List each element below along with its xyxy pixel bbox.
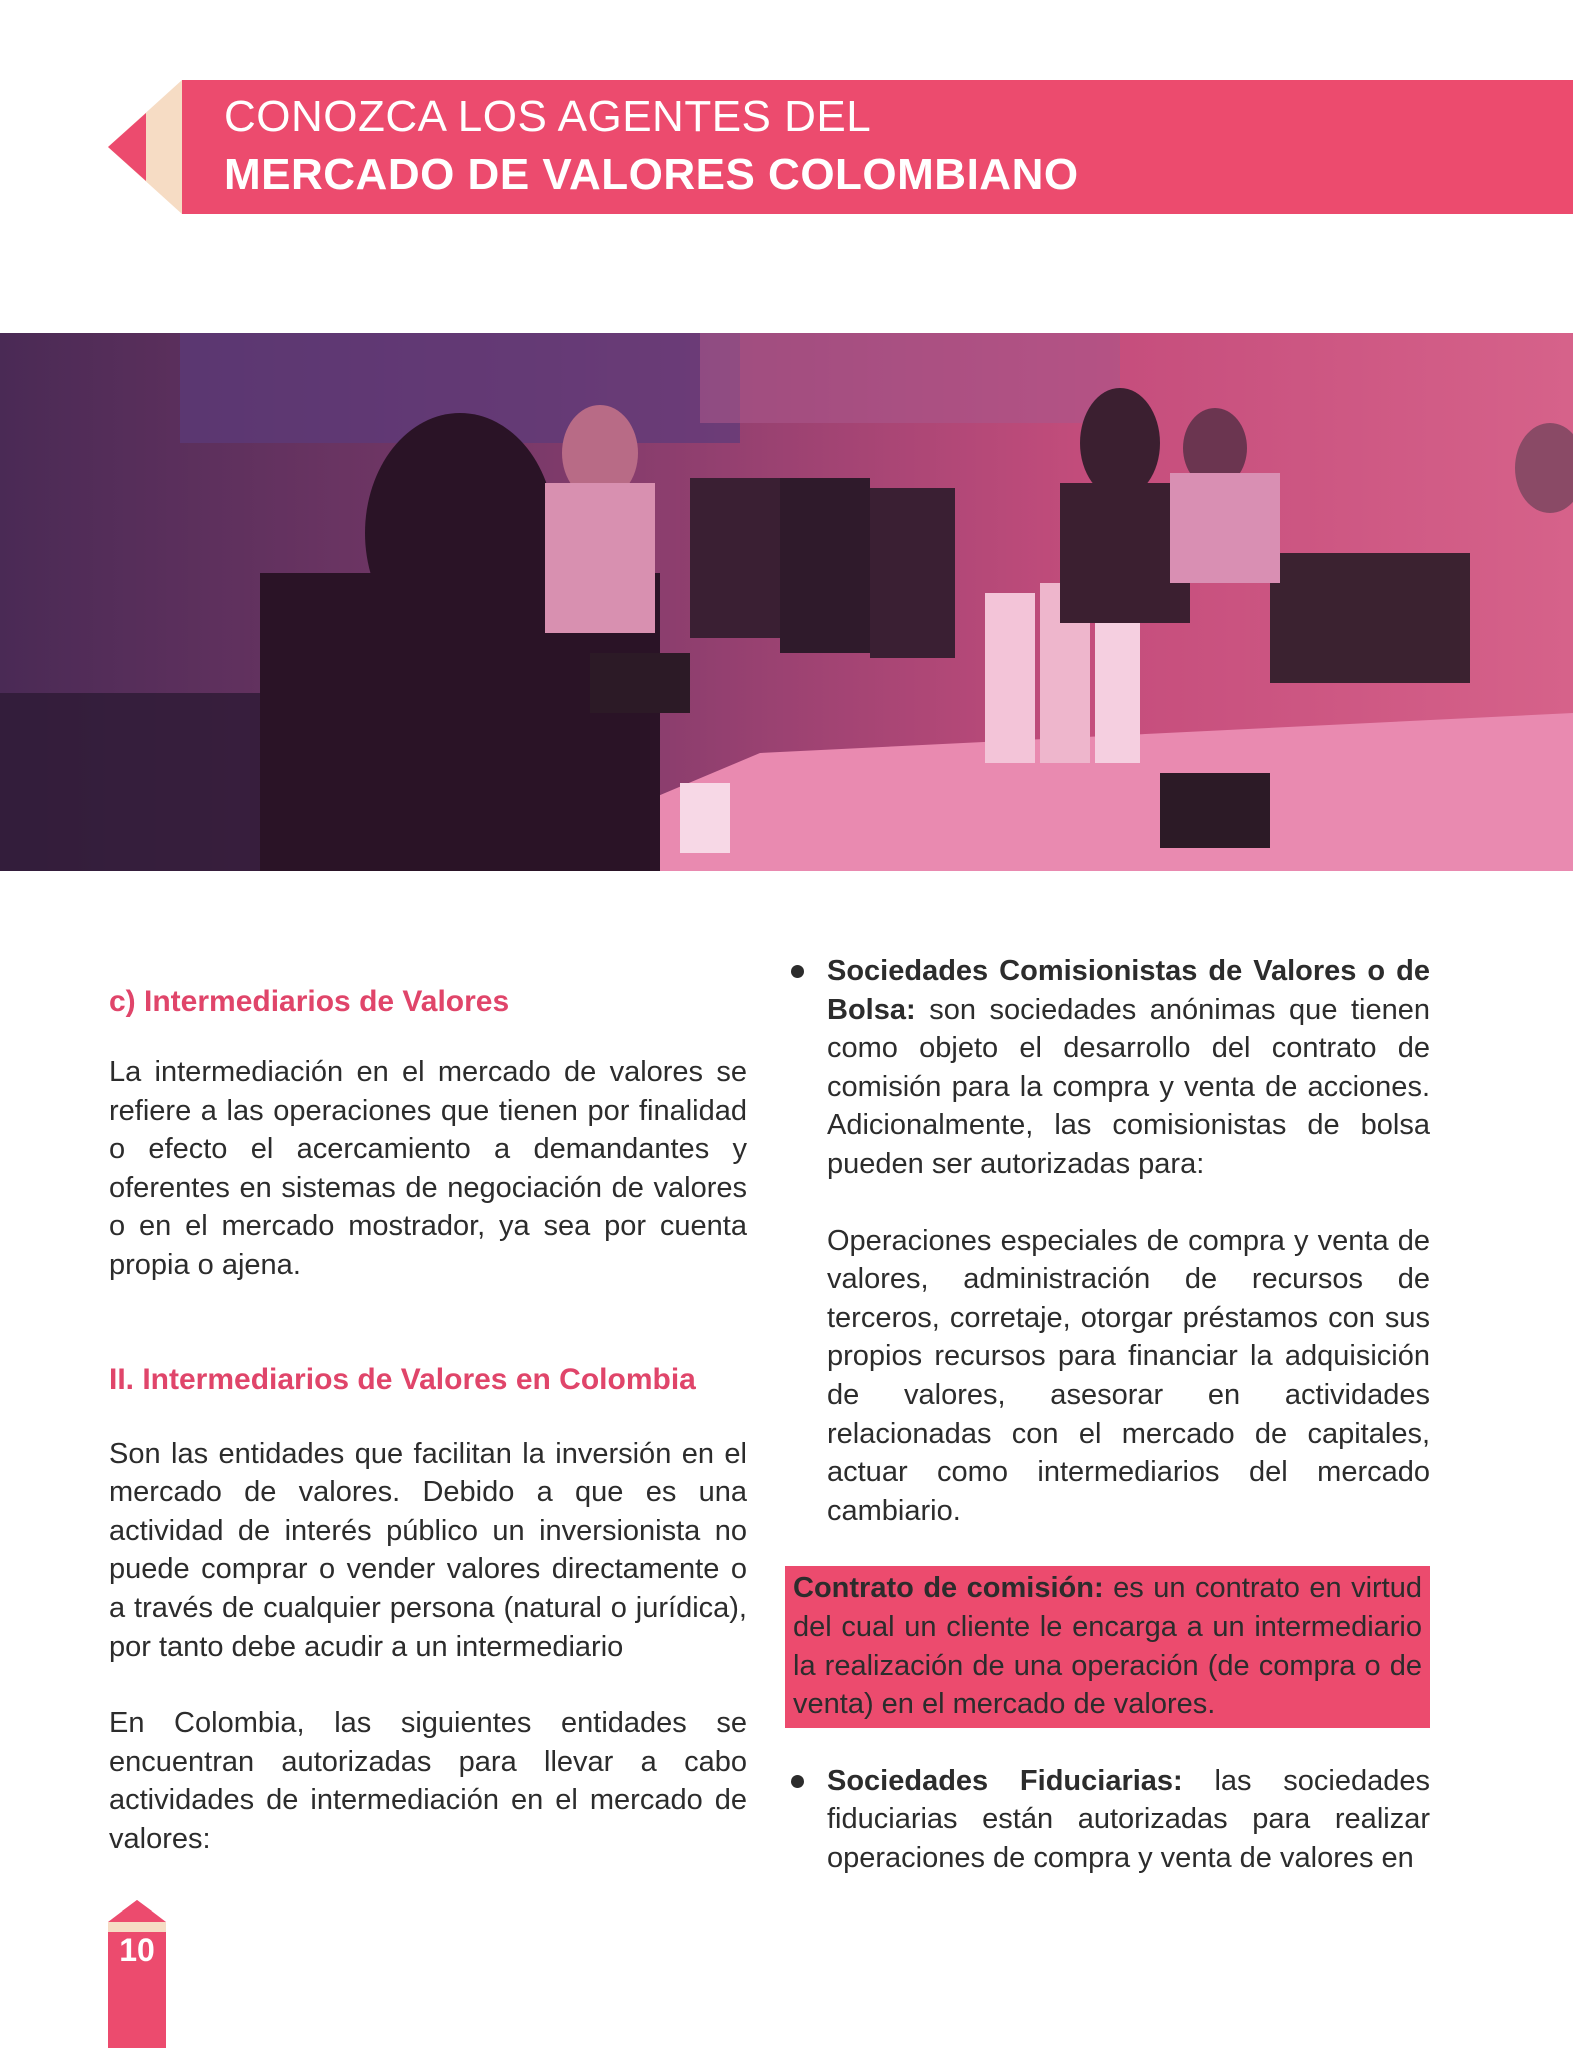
page-tab-pencil-icon (108, 1900, 166, 2048)
header-title-line2: MERCADO DE VALORES COLOMBIANO (224, 150, 1079, 199)
bullet-icon (791, 1775, 804, 1788)
bullet-comisionistas-extra: Operaciones especiales de compra y venta de valores, administración de recursos de terceros, corretaje, otorgar préstamos con sus propios recursos para financiar la adquisición de valores, asesorar en actividades relacionadas con el mercado de capitales, actuar como intermediarios del mercado cambiario. (827, 1224, 1430, 1527)
bullet-fiduciarias (785, 1762, 1430, 1878)
bullet-comisionistas-title: Sociedades Comisionistas de Valores o de Bolsa: (827, 955, 1430, 1026)
pencil-icon (108, 80, 188, 214)
section-heading-colombia: II. Intermediarios de Valores en Colombia (109, 1362, 696, 1396)
header-title-line1: CONOZCA LOS AGENTES DEL (224, 92, 872, 141)
highlight-title: Contrato de comisión: (793, 1572, 1104, 1605)
office-photo (0, 333, 1573, 871)
highlight-contrato-comision (785, 1566, 1430, 1727)
paragraph-autorizadas: En Colombia, las siguientes entidades se encuentran autorizadas para llevar a cabo actividades de intermediación en el mercado de valores: (109, 1707, 747, 1855)
paragraph-entidades: Son las entidades que facilitan la inversión en el mercado de valores. Debido a que es una actividad de interés público un inversionista no puede comprar o vender valores directamente o a través de cualquier persona (natural o jurídica), por tanto debe acudir a un intermediario (109, 1437, 747, 1663)
bullet-fiduciarias-title: Sociedades Fiduciarias: (827, 1764, 1183, 1797)
left-column (109, 985, 747, 1859)
bullet-icon (791, 965, 804, 978)
right-column (785, 952, 1430, 1877)
paragraph-intermediacion: La intermediación en el mercado de valores se refiere a las operaciones que tienen por finalidad o efecto el acercamiento a demandantes y oferentes en sistemas de negociación de valores o en el mercado mostrador, ya sea por cuenta propia o ajena. (109, 1056, 747, 1281)
bullet-comisionistas-body: son sociedades anónimas que tienen como objeto el desarrollo del contrato de comisión para la compra y venta de acciones. Adicionalmente, las comisionistas de bolsa pueden ser autorizadas para: (827, 993, 1431, 1180)
bullet-comisionistas (785, 952, 1430, 1530)
bullet-fiduciarias-text (827, 1762, 1430, 1878)
bullet-fiduciarias-body: las sociedades fiduciarias están autorizadas para realizar operaciones de compra y venta de valores en (827, 1764, 1431, 1874)
bullet-comisionistas-text (827, 952, 1430, 1184)
page-number: 10 (119, 1932, 155, 1968)
highlight-body: es un contrato en virtud del cual un cliente le encarga a un intermediario la realización de una operación (de compra o de venta) en el mercado de valores. (793, 1572, 1422, 1721)
section-heading-intermediarios: c) Intermediarios de Valores (109, 985, 510, 1018)
